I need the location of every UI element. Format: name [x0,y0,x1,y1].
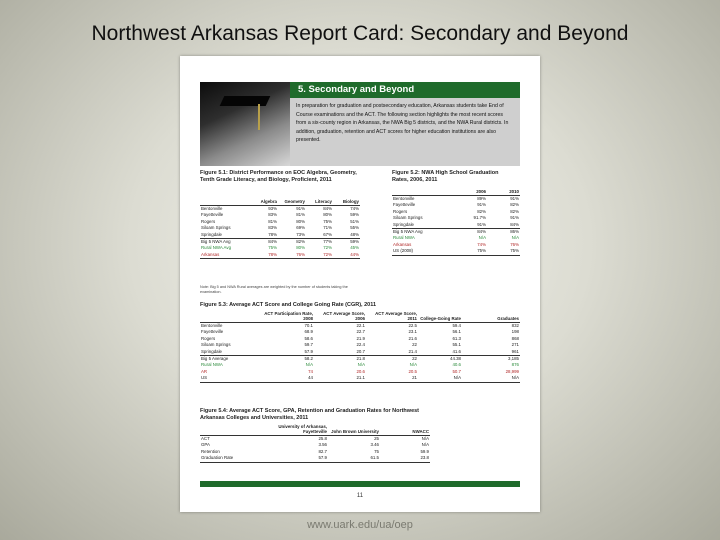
tassel-icon [258,104,260,130]
fig53-table [200,311,520,383]
table-cell: 71% [323,225,332,231]
fig54-table [200,424,430,463]
table-cell: 56.1 [452,329,461,335]
table-cell: 80% [296,245,305,251]
table-cell: 271 [511,342,519,348]
fig51-header: Geometry [278,199,306,206]
table-cell: 22 [366,356,418,363]
table-cell: Bentonville [393,196,415,201]
table-cell: Springdale [201,231,222,237]
table-cell: 21.1 [314,375,366,382]
fig53-header: Graduates [462,311,520,323]
slide-title: Northwest Arkansas Report Card: Secondary and Beyond [91,22,629,45]
fig54-header: NWACC [380,424,430,436]
table-cell: 20.5 [408,368,417,374]
table-row [200,356,520,363]
fig52-header: 2010 [487,189,520,196]
table-cell: 72% [323,245,332,251]
table-cell: 55% [350,225,359,231]
table-cell: Springdale [201,348,222,354]
table-row [200,252,360,259]
table-cell: 23.8 [380,455,430,462]
table-cell: 84% [252,239,278,246]
fig54-header [200,424,268,436]
table-cell: 868 [511,335,519,341]
table-cell: ACT [201,436,210,441]
table-cell: AR [201,368,208,374]
table-cell: 57.9 [304,348,313,354]
table-cell: N/A [462,375,520,382]
table-cell: 80% [323,212,332,218]
table-cell: 20.7 [356,348,365,354]
fig53-header: ACT Participation Rate, 2008 [262,311,314,323]
table-row [200,375,520,382]
table-cell: US (2008) [392,248,454,255]
fig54-header: University of Arkansas, Fayetteville [268,424,328,436]
table-cell: 961 [511,348,519,354]
table-cell: 55.1 [452,342,461,348]
table-cell: 23.1 [408,329,417,335]
table-cell: Bentonville [201,323,223,328]
table-cell: 76% [510,241,519,247]
table-cell: 84% [323,206,332,211]
fig54-title: Figure 5.4: Average ACT Score, GPA, Retention and Graduation Rates for Northwest Arkansas Colleges and Universities, 2011 [200,408,420,421]
table-cell: 91% [296,206,305,211]
table-cell: GPA [201,442,210,448]
table-cell: N/A [409,362,417,368]
table-cell: 59.7 [304,342,313,348]
table-cell: 21.6 [408,335,417,341]
table-cell: 59% [333,239,360,246]
table-cell: 41.6 [452,348,461,354]
table-cell: 82% [477,208,486,214]
intro-box [290,98,520,166]
table-cell: 57.9 [268,455,328,462]
fig54-header: John Brown University [328,424,380,436]
fig53-header: College-Going Rate [418,311,462,323]
table-cell: N/A [421,442,429,448]
table-cell: Arkansas [200,252,252,259]
page-number: 11 [356,493,364,499]
table-cell: 59.9 [420,448,429,454]
table-cell: N/A [357,362,365,368]
table-cell: 22.4 [356,342,365,348]
table-cell: Rural NWA [201,362,223,368]
fig53-header [200,311,262,323]
table-cell: 74% [477,241,486,247]
table-cell: 82.7 [318,448,327,454]
table-cell: 22.5 [408,323,417,328]
table-cell: N/A [511,235,519,241]
table-cell: 75% [454,248,487,255]
table-cell: 28,999 [505,368,519,374]
table-cell: 22.1 [356,323,365,328]
table-cell: 3.46 [370,442,379,448]
table-cell: Siloam Springs [393,215,423,221]
table-cell: 44 [262,375,314,382]
table-cell: 83% [268,225,277,231]
table-cell: 83% [268,212,277,218]
table-cell: Springdale [393,221,414,227]
table-cell: 86% [487,229,520,236]
table-cell: Rural NWA Avg [201,245,232,251]
graduate-photo [200,82,290,166]
table-cell: 59% [350,212,359,218]
table-cell: Big 5 NWA Avg [200,239,252,246]
table-cell: 77% [306,239,333,246]
table-cell: 58.2 [262,356,314,363]
table-cell: 25.8 [318,436,327,441]
section-title-band [290,82,520,98]
table-cell: 25 [374,436,379,441]
table-cell: Fayetteville [393,202,416,208]
table-cell: 74 [308,368,313,374]
fig51-title: Figure 5.1: District Performance on EOC Algebra, Geometry, Tenth Grade Literacy, and Biology, Proficient, 2011 [200,170,357,183]
table-cell: 68.9 [304,329,313,335]
table-cell: Fayetteville [201,329,224,335]
table-cell: 50.7 [452,368,461,374]
report-card-page [180,56,540,512]
table-cell: Siloam Springs [201,225,231,231]
table-cell: 832 [511,323,519,328]
intro-text: In preparation for graduation and postsecondary education, Arkansas students take End of Course examinations and the ACT. The following section highlights the most recent scores from a six-county region in Arkansas, the NWA Big 5 districts, and the NWA Rural districts. In addition, graduation, retention and ACT scores for higher education institutions are also presented. [296,103,509,143]
table-cell: 70.1 [304,323,313,328]
table-cell: 75% [323,218,332,224]
graduation-cap-icon [220,96,271,106]
table-cell: Rogers [201,335,216,341]
fig51-header: Literacy [306,199,333,206]
table-cell: 21 [366,375,418,382]
table-cell: Rogers [201,218,216,224]
table-cell: 76% [278,252,306,259]
fig51-footnote: Note: Big 5 and NWA Rural averages are weighted by the number of students taking the examination. [200,285,348,294]
table-cell: Arkansas [393,241,412,247]
page-footer-bar [200,481,520,487]
table-cell: 82% [278,239,306,246]
table-cell: 21.4 [408,348,417,354]
table-row [200,206,360,213]
table-cell: 91% [510,196,519,201]
table-cell: 876 [511,362,519,368]
table-cell: 91% [510,215,519,221]
table-cell: 21.8 [314,356,366,363]
table-cell: 81% [296,212,305,218]
table-cell: Bentonville [201,206,223,211]
table-cell: 44.38 [418,356,462,363]
table-cell: 84% [510,221,519,227]
section-title: 5. Secondary and Beyond [298,84,415,95]
table-cell: 21.9 [356,335,365,341]
fig51-header: Biology [333,199,360,206]
fig51-table [200,199,360,259]
fig52-header: 2006 [454,189,487,196]
table-cell: 91% [477,202,486,208]
fig53-header: ACT Average Score, 2006 [314,311,366,323]
table-cell: 91.7% [473,215,486,221]
table-cell: 91% [477,221,486,227]
table-cell: 198 [511,329,519,335]
table-cell: 81% [268,218,277,224]
table-cell: 40.6 [452,362,461,368]
table-cell: Big 5 Average [200,356,262,363]
table-cell: 67% [323,231,332,237]
table-row [200,436,430,443]
table-row [200,323,520,330]
table-cell: 59.4 [452,323,461,328]
table-row [200,349,520,356]
table-row [392,248,520,255]
fig53-title: Figure 5.3: Average ACT Score and College Going Rate (CGR), 2011 [200,302,377,308]
table-row [200,455,430,462]
table-cell: Rural NWA [393,235,415,241]
table-cell: Big 5 NWA Avg [392,229,454,236]
table-cell: 84% [454,229,487,236]
table-cell: Rogers [393,208,408,214]
table-cell: 51% [350,218,359,224]
table-cell: N/A [421,436,429,441]
table-cell: N/A [305,362,313,368]
footer-url[interactable]: www.uark.edu/ua/oep [307,519,413,531]
fig51-header: Algebra [252,199,278,206]
table-row [200,239,360,246]
table-cell: 48% [350,231,359,237]
table-cell: 93% [268,206,277,211]
table-cell: 20.6 [356,368,365,374]
table-cell: 82% [510,208,519,214]
table-row [392,222,520,229]
table-cell: 44% [333,252,360,259]
fig52-table [392,189,520,256]
table-cell: 72% [306,252,333,259]
table-cell: 22.7 [356,329,365,335]
table-cell: 45% [350,245,359,251]
table-cell: 82% [510,202,519,208]
table-cell: 78% [252,252,278,259]
table-cell: N/A [478,235,486,241]
table-cell: 3,185 [462,356,520,363]
table-cell: Siloam Springs [201,342,231,348]
table-cell: 3.56 [318,442,327,448]
table-cell: Retention [201,448,220,454]
table-cell: 74% [350,206,359,211]
table-row [392,229,520,236]
table-cell: 69% [296,225,305,231]
table-cell: Fayetteville [201,212,224,218]
table-cell: 61.3 [452,335,461,341]
table-cell: 80% [296,218,305,224]
table-cell: 75% [268,245,277,251]
table-row [392,196,520,203]
table-cell: 89% [477,196,486,201]
section-header [200,82,520,166]
table-row [200,232,360,239]
table-cell: 22 [412,342,417,348]
table-cell: 58.6 [304,335,313,341]
table-cell: N/A [418,375,462,382]
table-cell: Graduation Rate [200,455,268,462]
table-cell: 75% [487,248,520,255]
table-cell: 61.5 [328,455,380,462]
table-cell: 78% [268,231,277,237]
table-cell: 73% [296,231,305,237]
fig53-header: ACT Average Score, 2011 [366,311,418,323]
table-cell: US [200,375,262,382]
fig52-title: Figure 5.2: NWA High School Graduation Rates, 2006, 2011 [392,170,499,183]
table-cell: 75 [374,448,379,454]
